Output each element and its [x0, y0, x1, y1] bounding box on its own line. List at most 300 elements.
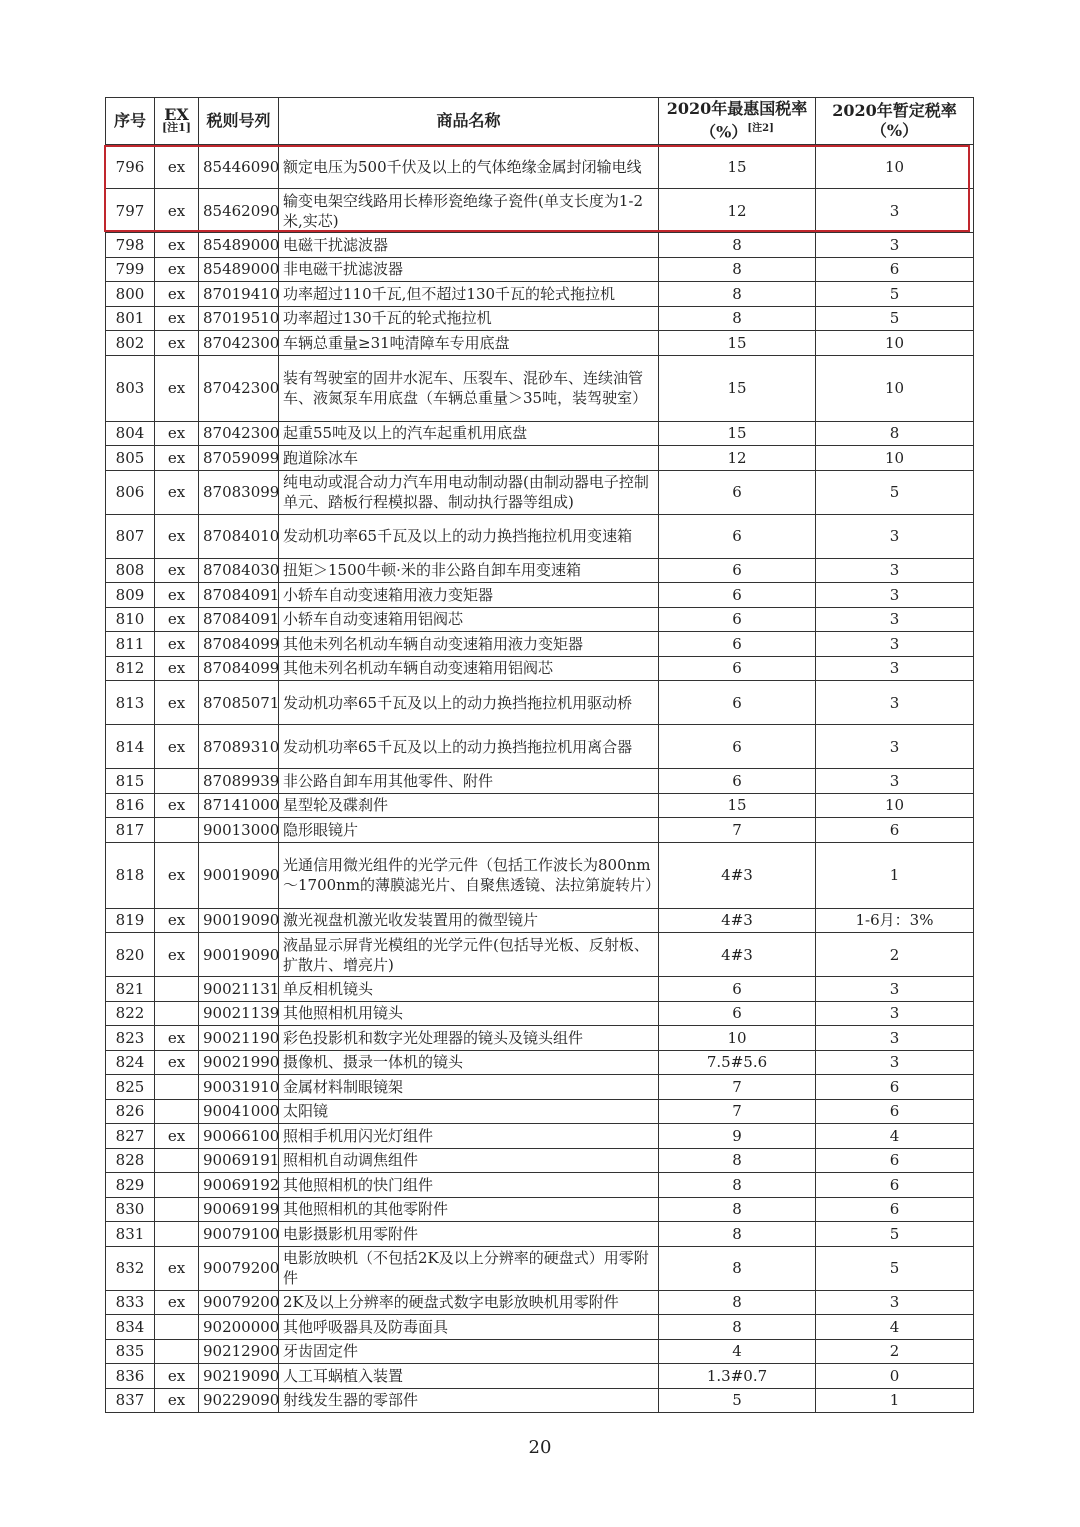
table-row	[106, 1050, 974, 1075]
row-seq: 830	[106, 1197, 155, 1222]
row-seq: 836	[106, 1364, 155, 1389]
row-prov: 8	[816, 421, 974, 446]
header-prov	[816, 98, 974, 145]
row-ex	[155, 1339, 199, 1364]
row-name: 其他照相机用镜头	[279, 1001, 659, 1026]
row-ex: ex	[155, 933, 199, 977]
table-row	[106, 933, 974, 977]
row-seq: 812	[106, 656, 155, 681]
row-code: 90212900	[199, 1339, 279, 1364]
row-name: 照相机自动调焦组件	[279, 1148, 659, 1173]
row-seq: 828	[106, 1148, 155, 1173]
row-ex: ex	[155, 1124, 199, 1149]
table-row	[106, 1364, 974, 1389]
row-mfn: 4#3	[659, 933, 816, 977]
row-name: 其他呼吸器具及防毒面具	[279, 1315, 659, 1340]
table-body	[106, 145, 974, 1413]
tariff-table	[105, 97, 974, 1413]
table-row	[106, 1290, 974, 1315]
tariff-table-container	[105, 97, 973, 1413]
row-mfn: 6	[659, 632, 816, 657]
row-name: 金属材料制眼镜架	[279, 1075, 659, 1100]
header-mfn-line2-wrap	[663, 119, 811, 142]
row-mfn: 6	[659, 558, 816, 583]
row-mfn: 6	[659, 681, 816, 725]
row-seq: 802	[106, 331, 155, 356]
row-ex	[155, 1099, 199, 1124]
row-name: 人工耳蜗植入装置	[279, 1364, 659, 1389]
row-mfn: 15	[659, 331, 816, 356]
table-row	[106, 632, 974, 657]
row-code: 87084010	[199, 514, 279, 558]
row-prov: 5	[816, 306, 974, 331]
row-name: 输变电架空线路用长棒形瓷绝缘子瓷件(单支长度为1-2米,实芯)	[279, 189, 659, 233]
row-code: 87083099	[199, 470, 279, 514]
row-name: 其他未列名机动车辆自动变速箱用铝阀芯	[279, 656, 659, 681]
row-ex: ex	[155, 1388, 199, 1413]
row-prov: 3	[816, 189, 974, 233]
table-row	[106, 514, 974, 558]
row-name: 电影放映机（不包括2K及以上分辨率的硬盘式）用零附件	[279, 1246, 659, 1290]
row-prov: 3	[816, 681, 974, 725]
row-mfn: 10	[659, 1026, 816, 1051]
row-code: 90079200	[199, 1246, 279, 1290]
row-prov: 3	[816, 656, 974, 681]
page-number: 20	[528, 1437, 552, 1458]
row-name: 其他未列名机动车辆自动变速箱用液力变矩器	[279, 632, 659, 657]
row-ex: ex	[155, 514, 199, 558]
row-prov: 10	[816, 355, 974, 421]
row-name: 2K及以上分辨率的硬盘式数字电影放映机用零附件	[279, 1290, 659, 1315]
row-prov: 3	[816, 977, 974, 1002]
table-row	[106, 725, 974, 769]
row-mfn: 8	[659, 1173, 816, 1198]
table-row	[106, 1388, 974, 1413]
row-code: 90021990	[199, 1050, 279, 1075]
row-seq: 798	[106, 233, 155, 258]
table-row	[106, 1075, 974, 1100]
row-prov: 10	[816, 331, 974, 356]
table-row	[106, 446, 974, 471]
row-code: 90066100	[199, 1124, 279, 1149]
table-row	[106, 1026, 974, 1051]
row-name: 彩色投影机和数字光处理器的镜头及镜头组件	[279, 1026, 659, 1051]
row-prov: 6	[816, 818, 974, 843]
row-mfn: 8	[659, 282, 816, 307]
row-ex: ex	[155, 306, 199, 331]
row-ex	[155, 818, 199, 843]
row-code: 85489000	[199, 233, 279, 258]
row-name: 发动机功率65千瓦及以上的动力换挡拖拉机用驱动桥	[279, 681, 659, 725]
row-code: 90219090	[199, 1364, 279, 1389]
row-code: 90021139	[199, 1001, 279, 1026]
row-ex: ex	[155, 1026, 199, 1051]
row-mfn: 15	[659, 145, 816, 189]
row-seq: 826	[106, 1099, 155, 1124]
row-mfn: 8	[659, 257, 816, 282]
row-code: 87059099	[199, 446, 279, 471]
table-row	[106, 1315, 974, 1340]
table-row	[106, 558, 974, 583]
row-mfn: 6	[659, 769, 816, 794]
row-code: 90041000	[199, 1099, 279, 1124]
row-name: 发动机功率65千瓦及以上的动力换挡拖拉机用离合器	[279, 725, 659, 769]
row-seq: 809	[106, 583, 155, 608]
table-row	[106, 233, 974, 258]
row-ex: ex	[155, 793, 199, 818]
row-code: 85462090	[199, 189, 279, 233]
table-row	[106, 282, 974, 307]
row-ex	[155, 1148, 199, 1173]
row-seq: 801	[106, 306, 155, 331]
row-code: 85489000	[199, 257, 279, 282]
row-ex	[155, 1001, 199, 1026]
row-name: 扭矩＞1500牛顿·米的非公路自卸车用变速箱	[279, 558, 659, 583]
row-ex	[155, 1197, 199, 1222]
row-mfn: 8	[659, 1222, 816, 1247]
row-seq: 827	[106, 1124, 155, 1149]
row-seq: 819	[106, 908, 155, 933]
table-header-row	[106, 98, 974, 145]
row-name: 非电磁干扰滤波器	[279, 257, 659, 282]
row-ex: ex	[155, 583, 199, 608]
row-mfn: 4#3	[659, 908, 816, 933]
row-prov: 6	[816, 257, 974, 282]
row-seq: 811	[106, 632, 155, 657]
row-code: 85446090	[199, 145, 279, 189]
row-seq: 815	[106, 769, 155, 794]
table-row	[106, 1148, 974, 1173]
row-prov: 10	[816, 145, 974, 189]
row-ex: ex	[155, 355, 199, 421]
row-prov: 5	[816, 1246, 974, 1290]
row-mfn: 12	[659, 189, 816, 233]
header-code: 税则号列	[199, 98, 279, 145]
row-mfn: 6	[659, 977, 816, 1002]
row-prov: 6	[816, 1148, 974, 1173]
row-name: 牙齿固定件	[279, 1339, 659, 1364]
row-seq: 810	[106, 607, 155, 632]
row-mfn: 6	[659, 470, 816, 514]
row-code: 90019090	[199, 933, 279, 977]
table-row	[106, 583, 974, 608]
row-seq: 803	[106, 355, 155, 421]
header-mfn-note: [注2]	[747, 123, 774, 135]
row-ex: ex	[155, 446, 199, 471]
table-row	[106, 1124, 974, 1149]
row-mfn: 15	[659, 355, 816, 421]
row-name: 功率超过130千瓦的轮式拖拉机	[279, 306, 659, 331]
row-ex: ex	[155, 908, 199, 933]
header-prov-line2: （%）	[870, 121, 919, 140]
row-code: 90069191	[199, 1148, 279, 1173]
row-prov: 3	[816, 583, 974, 608]
row-code: 90019090	[199, 908, 279, 933]
row-seq: 835	[106, 1339, 155, 1364]
row-name: 电影摄影机用零附件	[279, 1222, 659, 1247]
table-row	[106, 908, 974, 933]
row-mfn: 7	[659, 818, 816, 843]
row-seq: 799	[106, 257, 155, 282]
header-mfn-line2: （%）	[700, 122, 748, 142]
row-mfn: 7	[659, 1075, 816, 1100]
row-code: 90021190	[199, 1026, 279, 1051]
row-seq: 833	[106, 1290, 155, 1315]
row-prov: 3	[816, 1290, 974, 1315]
row-ex: ex	[155, 1290, 199, 1315]
row-ex: ex	[155, 1246, 199, 1290]
row-ex: ex	[155, 421, 199, 446]
row-name: 发动机功率65千瓦及以上的动力换挡拖拉机用变速箱	[279, 514, 659, 558]
row-prov: 6	[816, 1173, 974, 1198]
row-ex: ex	[155, 681, 199, 725]
row-mfn: 9	[659, 1124, 816, 1149]
row-prov: 3	[816, 558, 974, 583]
row-code: 90079200	[199, 1290, 279, 1315]
row-mfn: 15	[659, 421, 816, 446]
row-mfn: 8	[659, 1290, 816, 1315]
table-row	[106, 355, 974, 421]
row-code: 87084099	[199, 632, 279, 657]
row-code: 87084091	[199, 607, 279, 632]
row-prov: 4	[816, 1315, 974, 1340]
row-seq: 813	[106, 681, 155, 725]
row-name: 功率超过110千瓦,但不超过130千瓦的轮式拖拉机	[279, 282, 659, 307]
row-name: 纯电动或混合动力汽车用电动制动器(由制动器电子控制单元、踏板行程模拟器、制动执行器等组成)	[279, 470, 659, 514]
row-ex: ex	[155, 842, 199, 908]
row-prov: 10	[816, 446, 974, 471]
header-prov-line1: 2020年暂定税率	[832, 101, 957, 120]
row-name: 起重55吨及以上的汽车起重机用底盘	[279, 421, 659, 446]
table-row	[106, 1197, 974, 1222]
row-prov: 3	[816, 1026, 974, 1051]
row-ex: ex	[155, 656, 199, 681]
row-ex: ex	[155, 1050, 199, 1075]
row-seq: 820	[106, 933, 155, 977]
header-ex-label: EX	[164, 105, 189, 124]
row-prov: 6	[816, 1075, 974, 1100]
table-row	[106, 470, 974, 514]
table-row	[106, 306, 974, 331]
row-mfn: 8	[659, 233, 816, 258]
table-row	[106, 1222, 974, 1247]
row-mfn: 6	[659, 1001, 816, 1026]
row-seq: 831	[106, 1222, 155, 1247]
row-code: 90031910	[199, 1075, 279, 1100]
row-mfn: 6	[659, 583, 816, 608]
row-ex: ex	[155, 189, 199, 233]
row-seq: 806	[106, 470, 155, 514]
row-mfn: 8	[659, 1197, 816, 1222]
row-name: 摄像机、摄录一体机的镜头	[279, 1050, 659, 1075]
row-code: 90069192	[199, 1173, 279, 1198]
row-code: 87084030	[199, 558, 279, 583]
row-seq: 825	[106, 1075, 155, 1100]
row-name: 非公路自卸车用其他零件、附件	[279, 769, 659, 794]
row-name: 太阳镜	[279, 1099, 659, 1124]
row-name: 液晶显示屏背光模组的光学元件(包括导光板、反射板、扩散片、增亮片)	[279, 933, 659, 977]
row-code: 87089939	[199, 769, 279, 794]
row-seq: 805	[106, 446, 155, 471]
row-prov: 1	[816, 1388, 974, 1413]
row-seq: 834	[106, 1315, 155, 1340]
row-prov: 10	[816, 793, 974, 818]
row-code: 90013000	[199, 818, 279, 843]
table-row	[106, 421, 974, 446]
row-seq: 821	[106, 977, 155, 1002]
row-seq: 818	[106, 842, 155, 908]
row-name: 装有驾驶室的固井水泥车、压裂车、混砂车、连续油管车、液氮泵车用底盘（车辆总重量＞35吨，装驾驶室）	[279, 355, 659, 421]
row-prov: 6	[816, 1099, 974, 1124]
row-mfn: 15	[659, 793, 816, 818]
row-prov: 3	[816, 632, 974, 657]
row-prov: 3	[816, 769, 974, 794]
row-code: 87141000	[199, 793, 279, 818]
table-row	[106, 681, 974, 725]
row-ex: ex	[155, 331, 199, 356]
row-ex: ex	[155, 558, 199, 583]
row-ex: ex	[155, 145, 199, 189]
row-name: 单反相机镜头	[279, 977, 659, 1002]
row-seq: 829	[106, 1173, 155, 1198]
row-ex: ex	[155, 607, 199, 632]
row-prov: 6	[816, 1197, 974, 1222]
row-prov: 0	[816, 1364, 974, 1389]
table-row	[106, 793, 974, 818]
row-name: 激光视盘机激光收发装置用的微型镜片	[279, 908, 659, 933]
row-prov: 3	[816, 514, 974, 558]
row-ex	[155, 977, 199, 1002]
header-ex-note: [注1]	[161, 121, 192, 134]
table-row	[106, 257, 974, 282]
row-name: 其他照相机的快门组件	[279, 1173, 659, 1198]
row-name: 跑道除冰车	[279, 446, 659, 471]
row-code: 87084099	[199, 656, 279, 681]
row-code: 87042300	[199, 331, 279, 356]
row-name: 额定电压为500千伏及以上的气体绝缘金属封闭输电线	[279, 145, 659, 189]
header-mfn-line1: 2020年最惠国税率	[666, 99, 808, 119]
row-code: 87084091	[199, 583, 279, 608]
row-seq: 823	[106, 1026, 155, 1051]
row-ex: ex	[155, 1364, 199, 1389]
table-row	[106, 607, 974, 632]
row-prov: 3	[816, 725, 974, 769]
row-seq: 832	[106, 1246, 155, 1290]
table-row	[106, 1099, 974, 1124]
header-name: 商品名称	[279, 98, 659, 145]
table-row	[106, 145, 974, 189]
row-prov: 1	[816, 842, 974, 908]
row-code: 87085071	[199, 681, 279, 725]
row-prov: 5	[816, 1222, 974, 1247]
row-ex: ex	[155, 282, 199, 307]
row-prov: 2	[816, 1339, 974, 1364]
row-mfn: 8	[659, 1148, 816, 1173]
row-code: 90200000	[199, 1315, 279, 1340]
row-prov: 5	[816, 282, 974, 307]
row-mfn: 12	[659, 446, 816, 471]
row-name: 电磁干扰滤波器	[279, 233, 659, 258]
row-seq: 807	[106, 514, 155, 558]
row-code: 87089310	[199, 725, 279, 769]
row-mfn: 6	[659, 514, 816, 558]
table-row	[106, 331, 974, 356]
row-mfn: 7.5#5.6	[659, 1050, 816, 1075]
table-row	[106, 818, 974, 843]
row-prov: 5	[816, 470, 974, 514]
row-mfn: 7	[659, 1099, 816, 1124]
row-prov: 4	[816, 1124, 974, 1149]
row-seq: 837	[106, 1388, 155, 1413]
row-ex	[155, 769, 199, 794]
table-row	[106, 842, 974, 908]
row-code: 87042300	[199, 355, 279, 421]
row-name: 车辆总重量≥31吨清障车专用底盘	[279, 331, 659, 356]
row-name: 小轿车自动变速箱用液力变矩器	[279, 583, 659, 608]
row-code: 90021131	[199, 977, 279, 1002]
row-ex	[155, 1222, 199, 1247]
header-mfn	[659, 98, 816, 145]
row-prov: 2	[816, 933, 974, 977]
row-mfn: 8	[659, 1315, 816, 1340]
row-seq: 824	[106, 1050, 155, 1075]
row-ex	[155, 1173, 199, 1198]
row-name: 小轿车自动变速箱用铝阀芯	[279, 607, 659, 632]
row-ex	[155, 1315, 199, 1340]
table-row	[106, 1173, 974, 1198]
table-row	[106, 1001, 974, 1026]
row-seq: 804	[106, 421, 155, 446]
row-seq: 797	[106, 189, 155, 233]
row-code: 90019090	[199, 842, 279, 908]
row-mfn: 4	[659, 1339, 816, 1364]
row-ex: ex	[155, 233, 199, 258]
row-ex: ex	[155, 470, 199, 514]
row-name: 射线发生器的零部件	[279, 1388, 659, 1413]
row-code: 90069199	[199, 1197, 279, 1222]
row-prov: 3	[816, 1001, 974, 1026]
row-mfn: 6	[659, 725, 816, 769]
table-row	[106, 189, 974, 233]
row-mfn: 6	[659, 656, 816, 681]
row-code: 87019510	[199, 306, 279, 331]
row-prov: 1-6月：3%	[816, 908, 974, 933]
row-seq: 796	[106, 145, 155, 189]
row-mfn: 5	[659, 1388, 816, 1413]
header-seq: 序号	[106, 98, 155, 145]
row-name: 星型轮及碟刹件	[279, 793, 659, 818]
row-ex	[155, 1075, 199, 1100]
row-seq: 817	[106, 818, 155, 843]
row-prov: 3	[816, 233, 974, 258]
row-mfn: 8	[659, 306, 816, 331]
row-seq: 808	[106, 558, 155, 583]
table-row	[106, 1339, 974, 1364]
row-ex: ex	[155, 257, 199, 282]
row-name: 光通信用微光组件的光学元件（包括工作波长为800nm～1700nm的薄膜滤光片、自聚焦透镜、法拉第旋转片）	[279, 842, 659, 908]
table-row	[106, 656, 974, 681]
row-mfn: 6	[659, 607, 816, 632]
row-code: 87042300	[199, 421, 279, 446]
header-ex	[155, 98, 199, 145]
row-seq: 814	[106, 725, 155, 769]
row-name: 其他照相机的其他零附件	[279, 1197, 659, 1222]
row-seq: 800	[106, 282, 155, 307]
row-code: 87019410	[199, 282, 279, 307]
row-code: 90229090	[199, 1388, 279, 1413]
row-mfn: 4#3	[659, 842, 816, 908]
table-row	[106, 769, 974, 794]
